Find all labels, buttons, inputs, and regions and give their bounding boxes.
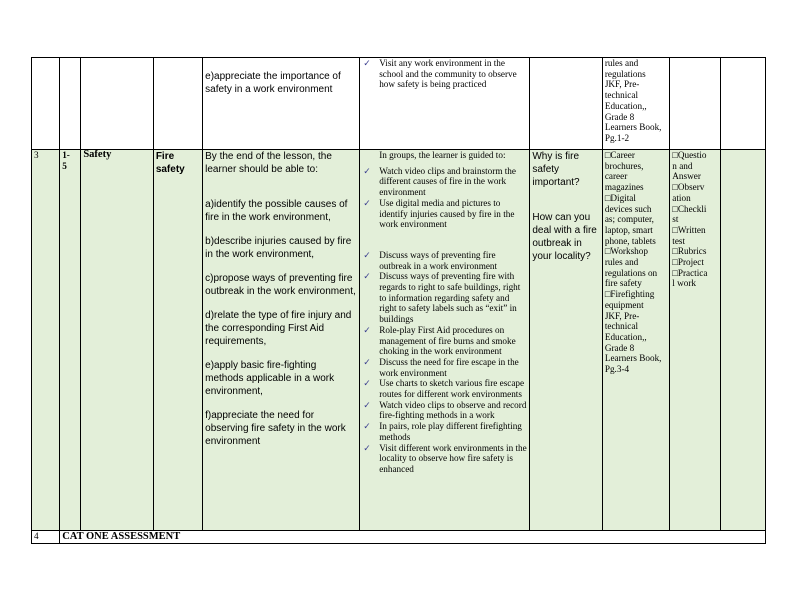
- sub-strand-cell: [153, 58, 202, 150]
- activities-intro: In groups, the learner is guided to:: [379, 150, 506, 160]
- assessment-cell: [670, 150, 720, 531]
- resource-line: Learners Book,: [604, 122, 662, 133]
- assessment-line: □Project: [672, 257, 704, 268]
- questions-cell: [530, 150, 602, 531]
- activity-item: ✓ Watch video clips to observe and record fire-fighting methods in a work: [363, 399, 527, 421]
- resource-line: □Career: [604, 150, 635, 160]
- resource-line: rules and: [604, 257, 639, 268]
- assessment-line: n and: [672, 160, 693, 171]
- activity-item: ✓ Visit different work environments in the locality to observe how fire safety is enhanced: [363, 442, 527, 474]
- outcome-item: f)appreciate the need for observing fire safety in the work environment: [205, 410, 346, 447]
- resource-line: technical: [604, 90, 639, 101]
- check-icon: ✓: [363, 421, 371, 432]
- outcome-item: b)describe injuries caused by fire in the work environment,: [205, 236, 352, 260]
- assessment-line: l work: [672, 278, 697, 289]
- resource-line: JKF, Pre-: [604, 79, 640, 90]
- activity-item: ✓ Discuss ways of preventing fire with regards to right to safe buildings, right to information regarding safety and right to safety labels such as “exit” in buildings: [363, 271, 521, 325]
- activity-item: ✓ Visit any work environment in the school and the community to observe how safety is being practiced: [363, 58, 517, 90]
- reflection-cell: [720, 58, 765, 150]
- table-row-continued: [32, 58, 766, 150]
- reflection-cell: [720, 150, 765, 531]
- assessment-line: ation: [672, 192, 691, 203]
- check-icon: ✓: [363, 249, 371, 260]
- activity-item: ✓ Role-play First Aid procedures on management of fire burns and smoke choking in the work environment: [363, 324, 516, 357]
- assessment-line: □Practica: [672, 267, 708, 278]
- outcome-item: a)identify the possible causes of fire in the work environment,: [205, 199, 348, 223]
- resource-line: Learners Book,: [604, 353, 662, 364]
- assessment-line: □Checkli: [672, 203, 707, 214]
- lesson-cell: [60, 58, 81, 150]
- resource-line: Grade 8: [604, 111, 635, 122]
- resource-line: JKF, Pre-: [604, 310, 640, 321]
- table-row-cat: [32, 531, 766, 544]
- questions-cell: [530, 58, 602, 150]
- check-icon: ✓: [363, 197, 371, 208]
- assessment-line: test: [672, 235, 686, 246]
- activities-cell: [360, 150, 530, 531]
- activities-list: [362, 166, 527, 475]
- resource-line: as; computer,: [604, 214, 654, 225]
- week-cell: 4: [32, 531, 60, 544]
- activity-item: ✓ Discuss ways of preventing fire outbreak in a work environment: [363, 249, 498, 271]
- activity-item: ✓ In pairs, role play different firefighting methods: [363, 421, 522, 442]
- strand-cell: Safety: [81, 150, 153, 531]
- outcomes-cell: [203, 150, 360, 531]
- assessment-line: st: [672, 214, 679, 225]
- activities-cell: [360, 58, 530, 150]
- resource-line: technical: [604, 321, 639, 332]
- assessment-line: □Observ: [672, 182, 705, 193]
- check-icon: ✓: [363, 271, 371, 282]
- check-icon: ✓: [363, 165, 371, 176]
- activity-item: ✓ Discuss the need for fire escape in the work environment: [363, 356, 519, 378]
- check-icon: ✓: [363, 324, 371, 335]
- resource-line: fire safety: [604, 278, 642, 289]
- assessment-cell: [670, 58, 720, 150]
- outcomes-intro: By the end of the lesson, the learner should be able to:: [205, 151, 332, 175]
- outcome-text: e)appreciate the importance of safety in a work environment: [205, 71, 341, 95]
- lesson-cell: 1- 5: [60, 150, 81, 531]
- key-question: Why is fire safety important?: [532, 151, 580, 188]
- resource-line: Grade 8: [604, 342, 635, 353]
- assessment-line: Answer: [672, 171, 701, 182]
- assessment-line: □Rubrics: [672, 246, 707, 257]
- table-row-fire-safety: [32, 150, 766, 531]
- resource-line: regulations on: [604, 267, 658, 278]
- check-icon: ✓: [363, 378, 371, 389]
- check-icon: ✓: [363, 442, 371, 453]
- check-icon: ✓: [363, 399, 371, 410]
- resource-line: equipment: [604, 299, 644, 310]
- resource-line: □Firefighting: [604, 289, 655, 300]
- outcome-item: d)relate the type of fire injury and the corresponding First Aid requirements,: [205, 310, 352, 347]
- activity-item: ✓ Watch video clips and brainstorm the different causes of fire in the work environment: [363, 165, 516, 198]
- key-question: How can you deal with a fire outbreak in your locality?: [532, 212, 597, 262]
- check-icon: ✓: [363, 356, 371, 367]
- resource-line: Pg.1-2: [604, 132, 630, 143]
- resource-line: Education,,: [604, 331, 647, 342]
- resource-line: phone, tablets: [604, 235, 656, 246]
- activity-item: ✓ Use digital media and pictures to identify injuries caused by fire in the work environment: [363, 197, 515, 230]
- check-icon: ✓: [363, 58, 371, 68]
- outcome-item: e)apply basic fire-fighting methods applicable in a work environment,: [205, 360, 335, 397]
- strand-cell: [81, 58, 153, 150]
- outcome-item: c)propose ways of preventing fire outbreak in the work environment,: [205, 273, 356, 297]
- resource-line: brochures,: [604, 160, 644, 171]
- assessment-line: □Written: [672, 224, 706, 235]
- resources-cell: [602, 58, 669, 150]
- resource-line: rules and: [604, 58, 639, 68]
- resource-line: Education,,: [604, 100, 647, 111]
- resource-line: devices such: [604, 203, 652, 214]
- week-cell: [32, 58, 60, 150]
- resources-cell: [602, 150, 669, 531]
- sub-strand-cell: Fire safety: [153, 150, 202, 531]
- resource-line: Pg.3-4: [604, 364, 630, 375]
- week-cell: 3: [32, 150, 60, 531]
- activity-item: ✓ Use charts to sketch various fire escape routes for different work environments: [363, 378, 525, 400]
- resource-line: laptop, smart: [604, 224, 653, 235]
- resource-line: magazines: [604, 182, 644, 193]
- scheme-of-work-table: [31, 57, 766, 544]
- resource-line: regulations: [604, 68, 646, 79]
- resource-line: □Workshop: [604, 246, 648, 257]
- assessment-line: □Questio: [672, 150, 707, 160]
- cat-assessment-label: CAT ONE ASSESSMENT: [60, 531, 766, 544]
- outcomes-cell: [203, 58, 360, 150]
- resource-line: career: [604, 171, 628, 182]
- resource-line: □Digital: [604, 192, 636, 203]
